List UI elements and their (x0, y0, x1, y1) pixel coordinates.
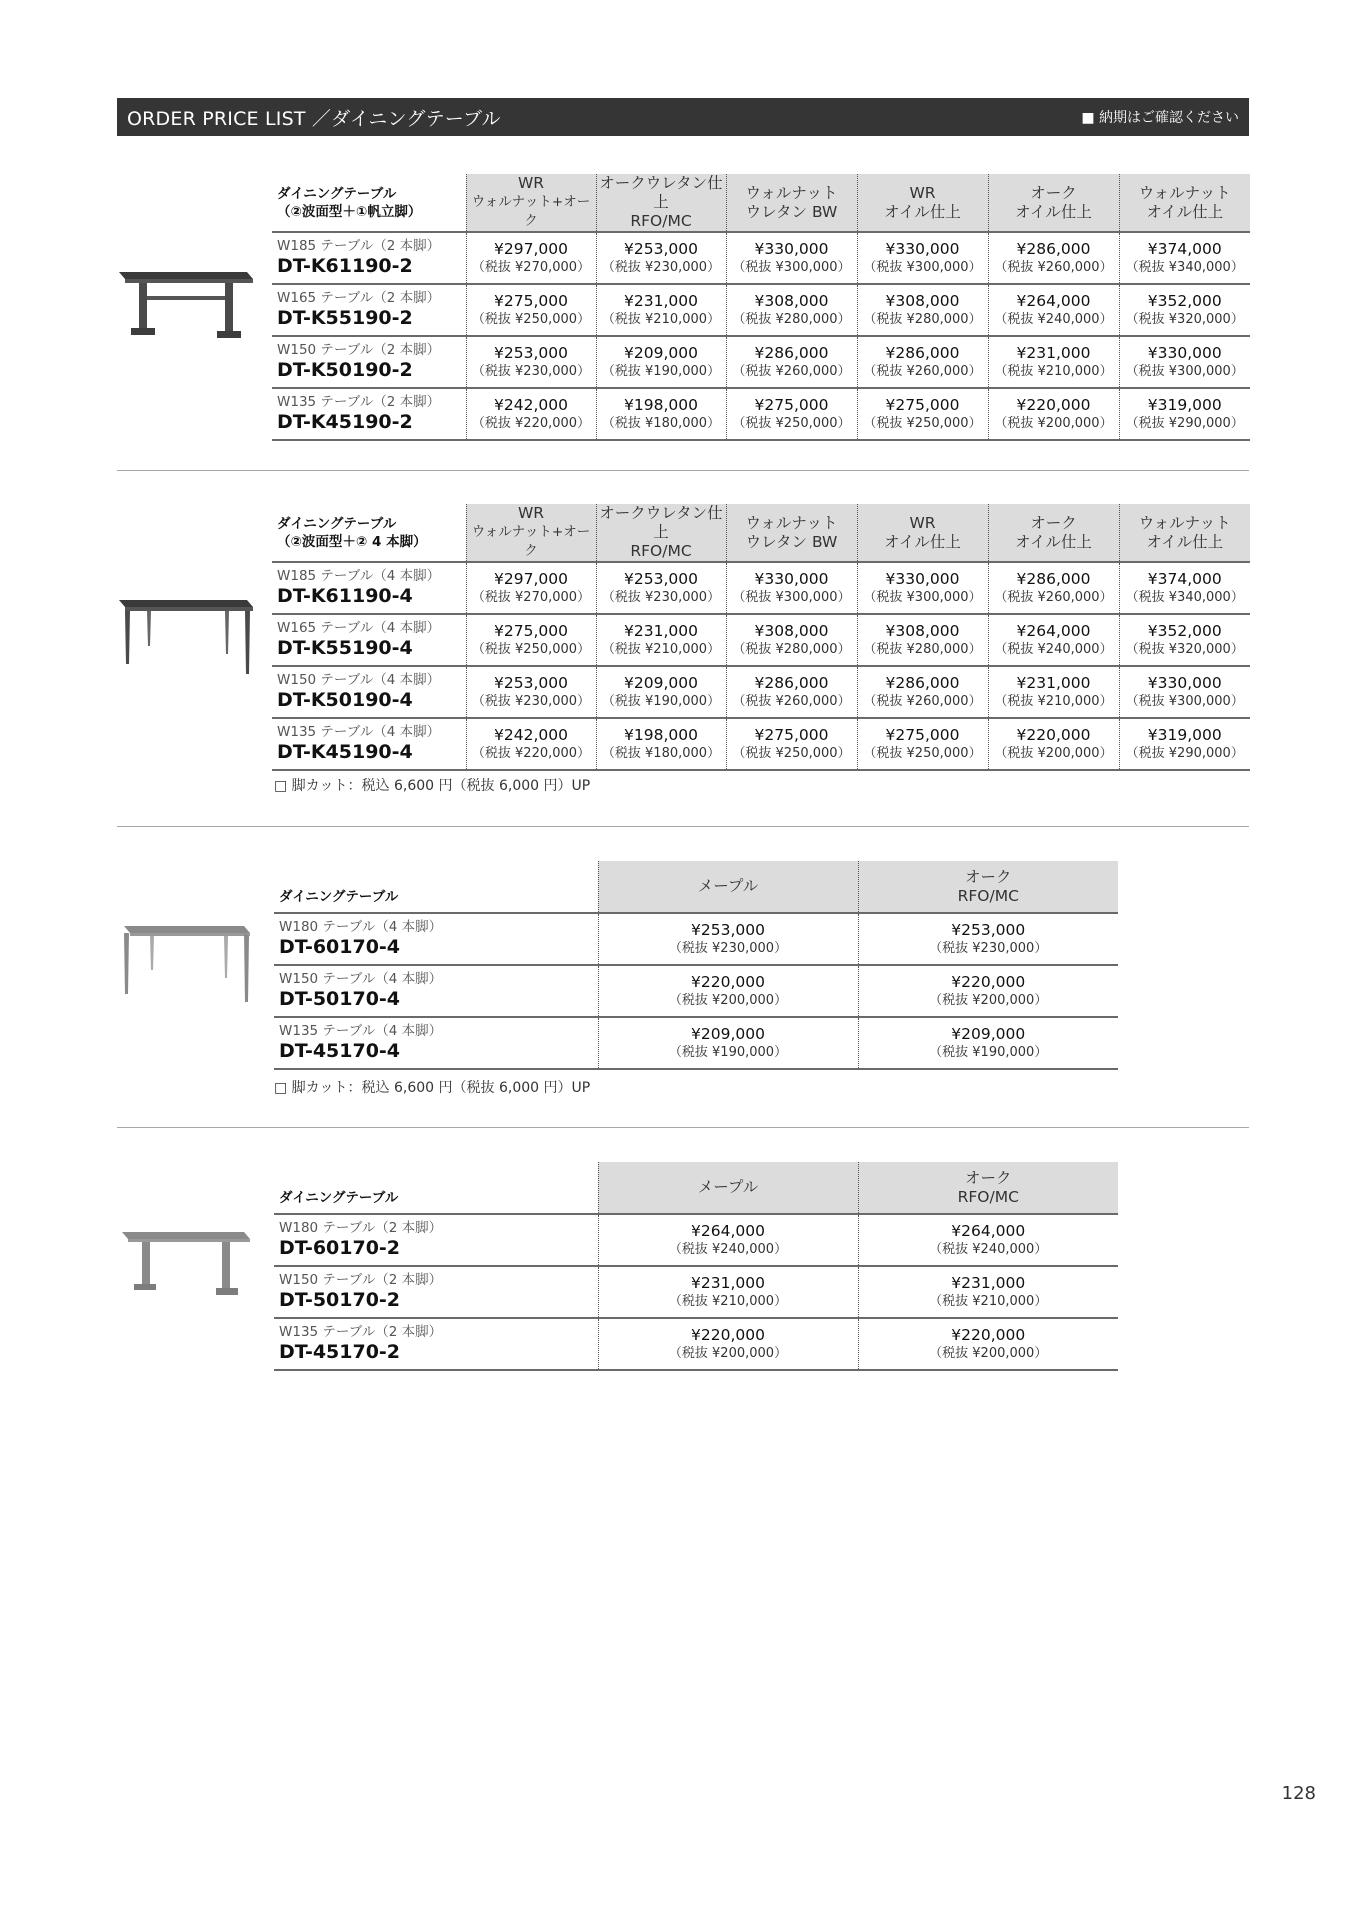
header-note: ■ 納期はご確認ください (1081, 110, 1239, 126)
model-cell: W135 テーブル（2 本脚） DT-K45190-2 (277, 394, 441, 433)
table-illustration-2-leg-maple (120, 1230, 252, 1302)
table-heading: ダイニングテーブル （②波面型＋①帆立脚） (277, 185, 422, 220)
price-cell: ¥286,000 （税抜 ¥260,000） (988, 232, 1119, 284)
column-header: オークウレタン仕上 RFO/MC (596, 504, 726, 562)
model-cell: W150 テーブル（2 本脚） DT-50170-2 (279, 1272, 443, 1311)
table-illustration-4-leg-maple (120, 924, 252, 1004)
column-header: オーク RFO/MC (858, 861, 1118, 913)
table-illustration-4-leg (117, 598, 253, 676)
section-divider (117, 826, 1249, 827)
model-cell: W180 テーブル（4 本脚） DT-60170-4 (279, 919, 443, 958)
price-cell: ¥242,000 （税抜 ¥220,000） (466, 718, 596, 770)
price-cell: ¥286,000 （税抜 ¥260,000） (857, 666, 988, 718)
price-cell: ¥275,000 （税抜 ¥250,000） (466, 614, 596, 666)
price-cell: ¥209,000 （税抜 ¥190,000） (596, 336, 726, 388)
price-cell: ¥319,000 （税抜 ¥290,000） (1119, 718, 1250, 770)
price-cell: ¥231,000 （税抜 ¥210,000） (596, 614, 726, 666)
price-table-2 (272, 504, 1250, 771)
page-number: 128 (1281, 1783, 1316, 1804)
table-row (274, 1318, 1118, 1370)
column-header: WR ウォルナット+オーク (466, 174, 596, 232)
section-divider (117, 1127, 1249, 1128)
table-heading: ダイニングテーブル （②波面型＋② 4 本脚） (277, 515, 427, 550)
model-cell: W185 テーブル（4 本脚） DT-K61190-4 (277, 568, 441, 607)
column-header: ウォルナット ウレタン BW (726, 504, 857, 562)
table-row (272, 562, 1250, 614)
price-cell: ¥220,000 （税抜 ¥200,000） (858, 965, 1118, 1017)
price-cell: ¥231,000 （税抜 ¥210,000） (988, 666, 1119, 718)
table-row (274, 1214, 1118, 1266)
price-cell: ¥297,000 （税抜 ¥270,000） (466, 562, 596, 614)
price-cell: ¥330,000 （税抜 ¥300,000） (1119, 336, 1250, 388)
price-cell: ¥253,000 （税抜 ¥230,000） (598, 913, 858, 965)
price-cell: ¥242,000 （税抜 ¥220,000） (466, 388, 596, 440)
price-cell: ¥264,000 （税抜 ¥240,000） (858, 1214, 1118, 1266)
header-bar (117, 98, 1249, 136)
column-header: オークウレタン仕上 RFO/MC (596, 174, 726, 232)
price-cell: ¥286,000 （税抜 ¥260,000） (857, 336, 988, 388)
price-cell: ¥264,000 （税抜 ¥240,000） (988, 284, 1119, 336)
table-row (274, 1266, 1118, 1318)
table-row (272, 388, 1250, 440)
column-header: オーク RFO/MC (858, 1162, 1118, 1214)
price-cell: ¥330,000 （税抜 ¥300,000） (726, 562, 857, 614)
section-divider (117, 470, 1249, 471)
price-cell: ¥198,000 （税抜 ¥180,000） (596, 718, 726, 770)
table-row (272, 336, 1250, 388)
column-header: ウォルナット オイル仕上 (1119, 174, 1250, 232)
model-cell: W150 テーブル（4 本脚） DT-K50190-4 (277, 672, 441, 711)
model-cell: W135 テーブル（2 本脚） DT-45170-2 (279, 1324, 443, 1363)
price-cell: ¥253,000 （税抜 ¥230,000） (596, 232, 726, 284)
table-row (274, 913, 1118, 965)
table-row (274, 965, 1118, 1017)
model-cell: W150 テーブル（4 本脚） DT-50170-4 (279, 971, 443, 1010)
column-header: WR オイル仕上 (857, 174, 988, 232)
price-cell: ¥220,000 （税抜 ¥200,000） (988, 388, 1119, 440)
price-cell: ¥330,000 （税抜 ¥300,000） (857, 232, 988, 284)
price-cell: ¥231,000 （税抜 ¥210,000） (598, 1266, 858, 1318)
price-cell: ¥297,000 （税抜 ¥270,000） (466, 232, 596, 284)
price-table-1 (272, 174, 1250, 441)
model-cell: W150 テーブル（2 本脚） DT-K50190-2 (277, 342, 441, 381)
price-cell: ¥198,000 （税抜 ¥180,000） (596, 388, 726, 440)
column-header: オーク オイル仕上 (988, 174, 1119, 232)
price-cell: ¥275,000 （税抜 ¥250,000） (726, 388, 857, 440)
price-cell: ¥319,000 （税抜 ¥290,000） (1119, 388, 1250, 440)
price-cell: ¥352,000 （税抜 ¥320,000） (1119, 614, 1250, 666)
price-cell: ¥253,000 （税抜 ¥230,000） (466, 336, 596, 388)
price-cell: ¥220,000 （税抜 ¥200,000） (988, 718, 1119, 770)
price-cell: ¥220,000 （税抜 ¥200,000） (598, 965, 858, 1017)
model-cell: W180 テーブル（2 本脚） DT-60170-2 (279, 1220, 443, 1259)
table-heading: ダイニングテーブル (279, 889, 399, 905)
price-cell: ¥308,000 （税抜 ¥280,000） (726, 614, 857, 666)
column-header: メープル (598, 1162, 858, 1214)
price-cell: ¥253,000 （税抜 ¥230,000） (858, 913, 1118, 965)
price-cell: ¥209,000 （税抜 ¥190,000） (598, 1017, 858, 1069)
price-cell: ¥374,000 （税抜 ¥340,000） (1119, 562, 1250, 614)
price-cell: ¥330,000 （税抜 ¥300,000） (1119, 666, 1250, 718)
price-cell: ¥209,000 （税抜 ¥190,000） (596, 666, 726, 718)
price-cell: ¥231,000 （税抜 ¥210,000） (858, 1266, 1118, 1318)
price-cell: ¥286,000 （税抜 ¥260,000） (726, 666, 857, 718)
price-cell: ¥264,000 （税抜 ¥240,000） (598, 1214, 858, 1266)
price-cell: ¥308,000 （税抜 ¥280,000） (857, 284, 988, 336)
model-cell: W135 テーブル（4 本脚） DT-K45190-4 (277, 724, 441, 763)
price-cell: ¥330,000 （税抜 ¥300,000） (857, 562, 988, 614)
model-cell: W165 テーブル（4 本脚） DT-K55190-4 (277, 620, 441, 659)
price-cell: ¥275,000 （税抜 ¥250,000） (726, 718, 857, 770)
column-header: WR オイル仕上 (857, 504, 988, 562)
page-title: ORDER PRICE LIST ／ダイニングテーブル (127, 107, 501, 130)
model-cell: W135 テーブル（4 本脚） DT-45170-4 (279, 1023, 443, 1062)
price-cell: ¥286,000 （税抜 ¥260,000） (988, 562, 1119, 614)
table-heading: ダイニングテーブル (279, 1190, 399, 1206)
model-cell: W165 テーブル（2 本脚） DT-K55190-2 (277, 290, 441, 329)
price-cell: ¥253,000 （税抜 ¥230,000） (466, 666, 596, 718)
price-cell: ¥220,000 （税抜 ¥200,000） (598, 1318, 858, 1370)
table-row (272, 666, 1250, 718)
price-cell: ¥253,000 （税抜 ¥230,000） (596, 562, 726, 614)
price-cell: ¥330,000 （税抜 ¥300,000） (726, 232, 857, 284)
price-cell: ¥308,000 （税抜 ¥280,000） (857, 614, 988, 666)
leg-cut-note: □ 脚カット：税込 6,600 円（税抜 6,000 円）UP (274, 1080, 591, 1096)
price-cell: ¥264,000 （税抜 ¥240,000） (988, 614, 1119, 666)
price-cell: ¥275,000 （税抜 ¥250,000） (466, 284, 596, 336)
price-cell: ¥209,000 （税抜 ¥190,000） (858, 1017, 1118, 1069)
price-cell: ¥231,000 （税抜 ¥210,000） (596, 284, 726, 336)
table-row (274, 1017, 1118, 1069)
price-table-3 (274, 861, 1118, 1070)
table-row (272, 284, 1250, 336)
price-table-4 (274, 1162, 1118, 1371)
table-row (272, 718, 1250, 770)
price-cell: ¥220,000 （税抜 ¥200,000） (858, 1318, 1118, 1370)
table-row (272, 232, 1250, 284)
price-cell: ¥275,000 （税抜 ¥250,000） (857, 388, 988, 440)
leg-cut-note: □ 脚カット：税込 6,600 円（税抜 6,000 円）UP (274, 778, 591, 794)
price-cell: ¥308,000 （税抜 ¥280,000） (726, 284, 857, 336)
column-header: オーク オイル仕上 (988, 504, 1119, 562)
price-cell: ¥286,000 （税抜 ¥260,000） (726, 336, 857, 388)
price-cell: ¥275,000 （税抜 ¥250,000） (857, 718, 988, 770)
table-row (272, 614, 1250, 666)
column-header: ウォルナット ウレタン BW (726, 174, 857, 232)
table-illustration-2-leg-panel (117, 268, 253, 344)
column-header: WR ウォルナット+オーク (466, 504, 596, 562)
column-header: メープル (598, 861, 858, 913)
price-cell: ¥231,000 （税抜 ¥210,000） (988, 336, 1119, 388)
price-cell: ¥352,000 （税抜 ¥320,000） (1119, 284, 1250, 336)
price-cell: ¥374,000 （税抜 ¥340,000） (1119, 232, 1250, 284)
model-cell: W185 テーブル（2 本脚） DT-K61190-2 (277, 238, 441, 277)
column-header: ウォルナット オイル仕上 (1119, 504, 1250, 562)
